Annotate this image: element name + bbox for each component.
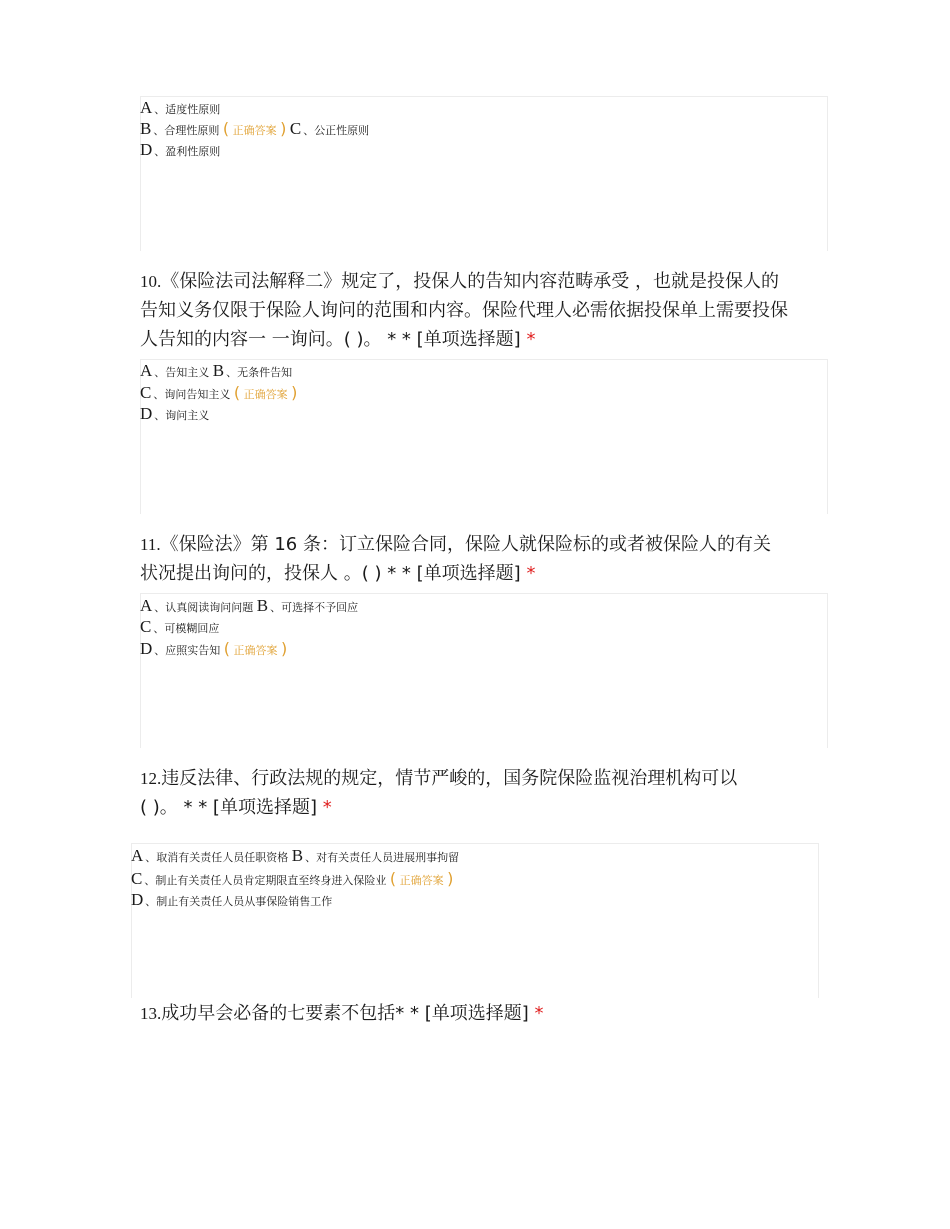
q12-option-row-1 bbox=[131, 845, 459, 868]
q11-option-a[interactable]: A 、认真阅读询问问题 bbox=[140, 596, 254, 615]
q9-option-row-2 bbox=[140, 118, 369, 141]
question-10-title bbox=[140, 267, 788, 354]
q9-option-c[interactable]: C 、公正性原则 bbox=[289, 119, 370, 138]
question-10-line-1: 10.《保险法司法解释二》规定了，投保人的告知内容范畴承受 ，也就是投保人的 bbox=[140, 271, 779, 292]
q12-option-row-3 bbox=[131, 889, 332, 912]
required-star: * bbox=[526, 329, 536, 350]
q11-option-row-2 bbox=[140, 616, 219, 639]
q11-option-b[interactable]: B 、可选择不予回应 bbox=[256, 596, 359, 615]
q11-option-row-3 bbox=[140, 638, 287, 661]
correct-answer-badge: ( 正确答案 ) bbox=[223, 639, 288, 658]
q9-option-b[interactable]: B 、合理性原则 bbox=[140, 119, 220, 138]
q9-option-row-3 bbox=[140, 139, 220, 162]
correct-answer-badge: ( 正确答案 ) bbox=[233, 383, 298, 402]
q12-option-b[interactable]: B 、对有关责任人员进展刑事拘留 bbox=[291, 846, 460, 865]
q11-option-row-1 bbox=[140, 595, 358, 618]
correct-answer-badge: ( 正确答案 ) bbox=[389, 869, 454, 888]
required-star: * bbox=[322, 797, 332, 818]
q10-option-c[interactable]: C 、询问告知主义 bbox=[140, 383, 231, 402]
q9-option-row-1 bbox=[140, 97, 220, 120]
question-12-title bbox=[140, 764, 737, 822]
correct-answer-badge: ( 正确答案 ) bbox=[222, 119, 287, 138]
q10-option-b[interactable]: B 、无条件告知 bbox=[212, 361, 293, 380]
q9-option-d[interactable]: D 、盈利性原则 bbox=[140, 140, 221, 159]
question-13-title bbox=[140, 999, 543, 1028]
q10-option-row-1 bbox=[140, 360, 292, 383]
q10-option-row-2 bbox=[140, 382, 297, 405]
q11-option-d[interactable]: D 、应照实告知 bbox=[140, 639, 221, 658]
question-12-line-2: ( )。 * * [单项选择题] * bbox=[140, 797, 332, 818]
required-star: * bbox=[534, 1003, 544, 1024]
question-10-line-3: 人告知的内容一 一询问。( )。 * * [单项选择题] * bbox=[140, 329, 536, 350]
question-10-line-2: 告知义务仅限于保险人询问的范围和内容。保险代理人必需依据投保单上需要投保 bbox=[140, 300, 788, 321]
question-11-title bbox=[140, 530, 771, 588]
question-11-line-1: 11.《保险法》第 16 条：订立保险合同，保险人就保险标的或者被保险人的有关 bbox=[140, 534, 771, 555]
q12-option-row-2 bbox=[131, 868, 453, 891]
q10-option-a[interactable]: A 、告知主义 bbox=[140, 361, 210, 380]
required-star: * bbox=[526, 563, 536, 584]
q11-option-c[interactable]: C 、可模糊回应 bbox=[140, 617, 220, 636]
q10-option-d[interactable]: D 、询问主义 bbox=[140, 404, 210, 423]
question-13-line-1: 13.成功早会必备的七要素不包括* * [单项选择题] * bbox=[140, 1003, 544, 1024]
question-11-line-2: 状况提出询问的，投保人 。( ) * * [单项选择题] * bbox=[140, 563, 536, 584]
q9-option-a[interactable]: A 、适度性原则 bbox=[140, 98, 221, 117]
q12-option-d[interactable]: D 、制止有关责任人员从事保险销售工作 bbox=[131, 890, 333, 909]
question-12-line-1: 12.违反法律、行政法规的规定，情节严峻的，国务院保险监视治理机构可以 bbox=[140, 768, 738, 789]
q10-option-row-3 bbox=[140, 403, 209, 426]
q12-option-a[interactable]: A 、取消有关责任人员任职资格 bbox=[131, 846, 289, 865]
q12-option-c[interactable]: C 、制止有关责任人员肯定期限直至终身进入保险业 bbox=[131, 869, 387, 888]
